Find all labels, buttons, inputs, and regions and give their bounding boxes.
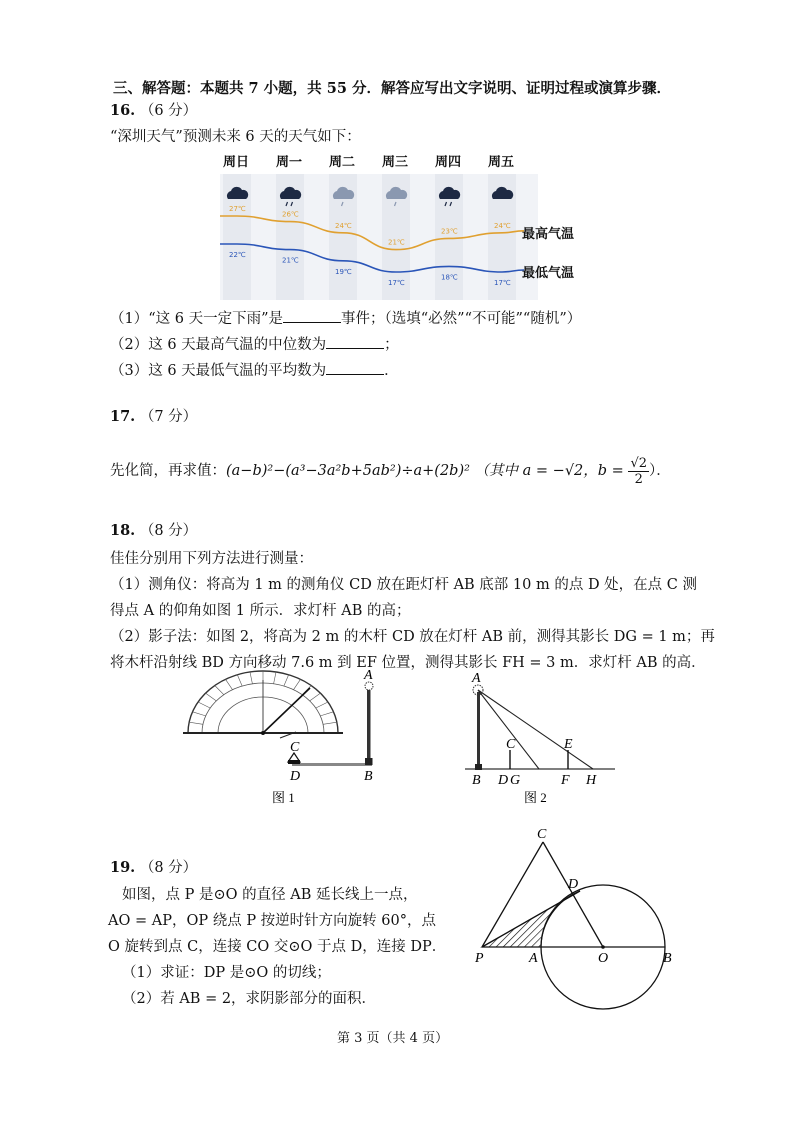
high-temp-label: 26℃ xyxy=(282,210,299,219)
ground-line xyxy=(292,763,372,766)
label-c: C xyxy=(506,737,516,752)
q17-condition-end: ）． xyxy=(649,463,671,479)
figure-1 xyxy=(180,668,400,808)
day-label: 周五 xyxy=(488,155,515,170)
q16-p2-text-2: ； xyxy=(384,337,399,353)
q16-p2-text: （2）这 6 天最高气温的中位数为 xyxy=(110,337,327,353)
q17-score: （7 分） xyxy=(139,409,198,425)
figure-1-caption: 图 1 xyxy=(272,790,295,805)
q16-p3-text-2: ． xyxy=(384,363,399,379)
label-a: A xyxy=(529,951,538,966)
label-h: H xyxy=(586,773,597,788)
page-number: 第 3 页（共 4 页） xyxy=(337,1031,449,1046)
label-p: P xyxy=(475,951,484,966)
label-c: C xyxy=(537,827,547,842)
day-label: 周日 xyxy=(223,155,250,170)
figure-2-caption: 图 2 xyxy=(524,790,547,805)
q18-line3: （2）影子法：如图 2，将高为 2 m 的木杆 CD 放在灯杆 AB 前，测得其影长 DG = 1 m；再 xyxy=(110,629,715,645)
q16-number: 16. xyxy=(110,102,136,119)
figure-q19 xyxy=(465,822,695,1022)
high-temp-label: 23℃ xyxy=(441,227,458,236)
q17-fraction xyxy=(628,456,649,487)
label-o: O xyxy=(598,951,609,966)
q17-problem xyxy=(110,455,671,487)
day-label: 周二 xyxy=(329,155,356,170)
q19-number: 19. xyxy=(110,859,136,876)
low-temp-label: 17℃ xyxy=(494,279,511,287)
answer-blank-3 xyxy=(326,360,384,375)
low-temp-label: 18℃ xyxy=(441,273,458,282)
q17-condition: （其中 a = −√2，b = xyxy=(474,463,624,479)
low-temp-label: 17℃ xyxy=(388,279,405,287)
low-temp-label: 21℃ xyxy=(282,256,299,265)
q19-heading xyxy=(110,859,197,877)
section-header: 三、解答题：本题共 7 小题，共 55 分．解答应写出文字说明、证明过程或演算步骤． xyxy=(113,80,671,97)
label-a: A xyxy=(472,671,481,686)
q19-score: （8 分） xyxy=(139,860,198,876)
q18-line4: 将木杆沿射线 BD 方向移动 7.6 m 到 EF 位置，测得其影长 FH = 3 m．求灯杆 AB 的高． xyxy=(110,655,706,671)
low-temp-label: 22℃ xyxy=(229,251,246,259)
fraction-numerator: √2 xyxy=(630,455,647,471)
answer-blank-1 xyxy=(283,308,341,323)
label-b: B xyxy=(663,951,672,966)
low-temp-legend: 最低气温 xyxy=(522,266,575,281)
q19-line2: AO = AP，OP 绕点 P 按逆时针方向旋转 60°，点 xyxy=(108,913,436,929)
q17-number: 17. xyxy=(110,408,136,425)
q19-line3: O 旋转到点 C，连接 CO 交⊙O 于点 D，连接 DP． xyxy=(108,939,447,955)
q18-heading xyxy=(110,522,197,540)
label-d: D xyxy=(290,769,301,784)
day-label: 周一 xyxy=(276,155,303,170)
day-label: 周三 xyxy=(382,155,409,170)
fraction-denominator: 2 xyxy=(634,471,643,487)
light-ray-dg xyxy=(478,690,539,769)
weather-forecast-graphic xyxy=(220,150,538,300)
q18-number: 18. xyxy=(110,522,136,539)
high-temp-label: 27℃ xyxy=(229,205,246,213)
q18-intro: 佳佳分别用下列方法进行测量： xyxy=(110,551,313,567)
q16-part2 xyxy=(110,334,399,354)
light-ray-fh xyxy=(478,690,593,769)
label-c: C xyxy=(290,740,300,755)
high-temp-label: 21℃ xyxy=(388,238,405,247)
center-o-dot xyxy=(601,945,605,949)
label-d: D xyxy=(568,877,579,892)
q17-heading xyxy=(110,408,197,426)
q19-line1: 如图，点 P 是⊙O 的直径 AB 延长线上一点， xyxy=(122,887,418,903)
lamp-post-icon xyxy=(473,685,483,770)
q16-part1 xyxy=(110,308,581,328)
label-a: A xyxy=(364,668,373,683)
q16-heading xyxy=(110,102,197,120)
q16-p1-text: （1）“这 6 天一定下雨”是 xyxy=(110,311,283,327)
q18-line1: （1）测角仪：将高为 1 m 的测角仪 CD 放在距灯杆 AB 底部 10 m 的点 D 处，在点 C 测 xyxy=(110,577,697,593)
q18-line2: 得点 A 的仰角如图 1 所示．求灯杆 AB 的高； xyxy=(110,603,411,619)
q16-intro: “深圳天气”预测未来 6 天的天气如下： xyxy=(110,129,361,145)
q19-line5: （2）若 AB = 2，求阴影部分的面积． xyxy=(122,991,377,1007)
label-g: G xyxy=(510,773,521,788)
label-e: E xyxy=(564,737,573,752)
lamp-post-icon xyxy=(365,682,373,765)
high-temp-label: 24℃ xyxy=(335,221,352,230)
label-b: B xyxy=(472,773,481,788)
weather-chart-svg xyxy=(220,150,538,300)
label-d: D xyxy=(498,773,509,788)
label-b: B xyxy=(364,769,373,784)
q16-part3 xyxy=(110,360,399,380)
label-f: F xyxy=(561,773,570,788)
figure-2 xyxy=(460,668,620,808)
q16-p1-text-2: 事件；（选填“必然”“不可能”“随机”） xyxy=(341,311,582,327)
q17-text: 先化简，再求值： xyxy=(110,463,226,479)
q17-expression: (a−b)²−(a³−3a²b+5ab²)÷a+(2b)² xyxy=(226,463,470,479)
q18-score: （8 分） xyxy=(139,523,198,539)
q16-score: （6 分） xyxy=(139,103,198,119)
q19-line4: （1）求证：DP 是⊙O 的切线； xyxy=(122,965,331,981)
protractor-icon xyxy=(183,671,343,738)
q16-p3-text: （3）这 6 天最低气温的平均数为 xyxy=(110,363,327,379)
answer-blank-2 xyxy=(326,334,384,349)
high-temp-label: 24℃ xyxy=(494,221,511,230)
low-temp-label: 19℃ xyxy=(335,267,352,276)
day-label: 周四 xyxy=(435,155,462,170)
high-temp-legend: 最高气温 xyxy=(522,227,575,242)
